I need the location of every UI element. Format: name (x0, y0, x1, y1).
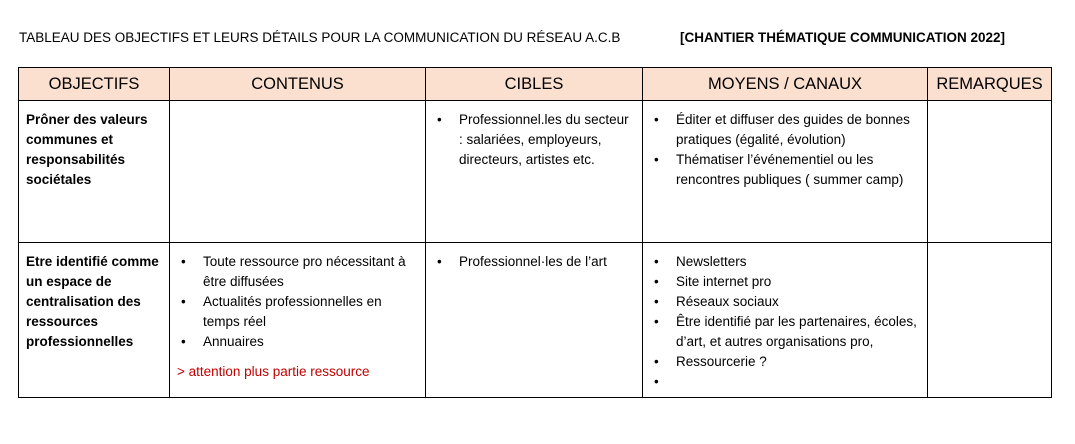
means-list (650, 110, 920, 190)
list-item: • Éditer et diffuser des guides de bonnes pratiques (égalité, évolution) (676, 110, 920, 150)
list-item: • Ressourcerie ? (676, 352, 920, 372)
targets-list (433, 252, 635, 272)
column-header-moyens-canaux: MOYENS / CANAUX (643, 68, 928, 101)
list-item: • Newsletters (676, 252, 920, 272)
table-row (19, 243, 1052, 398)
table-header-row (19, 68, 1052, 101)
list-item: • Professionnel.les du secteur : salariées, employeurs, directeurs, artistes etc. (459, 110, 635, 170)
list-item: • Réseaux sociaux (676, 292, 920, 312)
list-item: • Site internet pro (676, 272, 920, 292)
column-header-objectifs: OBJECTIFS (19, 68, 170, 101)
list-item-empty (676, 372, 920, 392)
column-header-contenus: CONTENUS (170, 68, 426, 101)
document-title: TABLEAU DES OBJECTIFS ET LEURS DÉTAILS POUR LA COMMUNICATION DU RÉSEAU A.C.B (19, 30, 621, 45)
means-cell (643, 243, 928, 398)
list-item: • Toute ressource pro nécessitant à être diffusées (203, 252, 418, 292)
list-item: • Annuaires (203, 332, 418, 352)
table-row (19, 101, 1052, 243)
objective-cell: Etre identifié comme un espace de centralisation des ressources professionnelles (19, 243, 170, 398)
list-item: • Actualités professionnelles en temps réel (203, 292, 418, 332)
means-list (650, 252, 920, 392)
list-item: • Professionnel·les de l’art (459, 252, 635, 272)
list-item: • Thématiser l’événementiel ou les rencontres publiques ( summer camp) (676, 150, 920, 190)
column-header-remarques: REMARQUES (928, 68, 1052, 101)
contents-cell (170, 101, 426, 243)
objectives-table (18, 67, 1052, 398)
contents-note: > attention plus partie ressource (177, 364, 370, 379)
contents-cell (170, 243, 426, 398)
contents-list (177, 252, 418, 352)
objective-cell: Prôner des valeurs communes et responsabilités sociétales (19, 101, 170, 243)
remarks-cell (928, 243, 1052, 398)
targets-list (433, 110, 635, 170)
means-cell (643, 101, 928, 243)
remarks-cell (928, 101, 1052, 243)
targets-cell (426, 101, 643, 243)
list-item: • Être identifié par les partenaires, écoles, d’art, et autres organisations pro, (676, 312, 920, 352)
targets-cell (426, 243, 643, 398)
column-header-cibles: CIBLES (426, 68, 643, 101)
document-tag: [CHANTIER THÉMATIQUE COMMUNICATION 2022] (680, 30, 1006, 45)
